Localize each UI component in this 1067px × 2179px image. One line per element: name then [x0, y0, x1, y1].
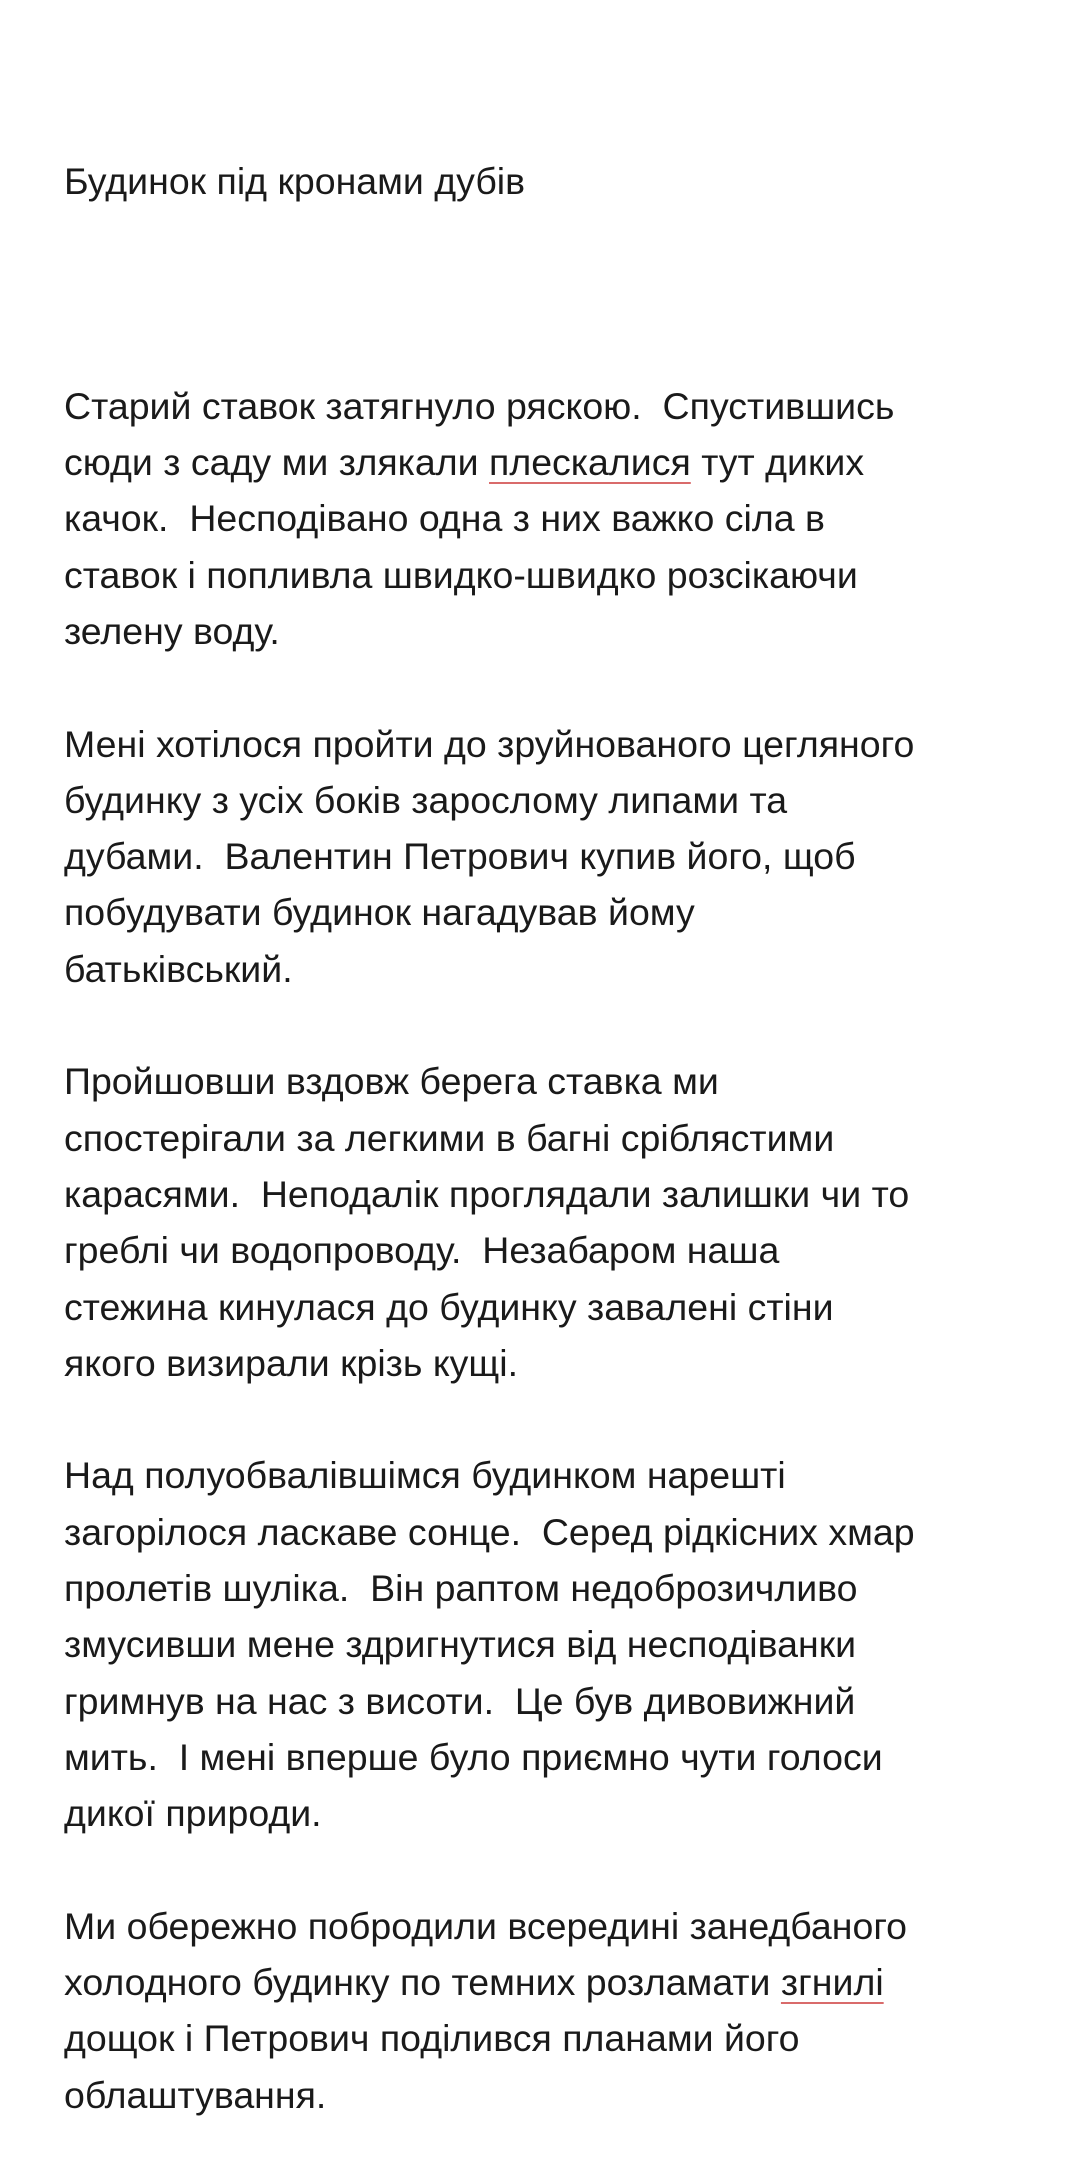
text-line [64, 441, 864, 483]
paragraph [64, 716, 1024, 997]
text-line [64, 2074, 326, 2116]
paragraph [64, 378, 1024, 659]
document-title: Будинок під кронами дубів [64, 159, 526, 202]
text-line [64, 1173, 909, 1215]
misspelled-word[interactable]: плескалися [489, 441, 691, 484]
text-segment: Ми обережно побродили всередині занедбаного [64, 1904, 908, 1947]
text-segment: греблі чи водопроводу. Незабаром наша [64, 1229, 780, 1272]
text-line [64, 1567, 858, 1609]
document [64, 40, 1024, 2179]
document-body [64, 378, 1024, 2123]
text-line [64, 1342, 518, 1384]
misspelled-word[interactable]: згнилі [780, 1961, 884, 2004]
text-segment: стежина кинулася до будинку завалені стіни [64, 1285, 834, 1328]
text-segment: змусивши мене здригнутися від несподіванки [64, 1623, 857, 1666]
text-line [64, 723, 914, 765]
text-segment: зелену воду. [64, 609, 280, 652]
text-segment: Мені хотілося пройти до зруйнованого цегляного [64, 722, 915, 765]
text-segment: побудувати будинок нагадував йому [64, 891, 695, 934]
text-line [64, 1961, 884, 2003]
text-segment: гримнув на нас з висоти. Це був дивовижний [64, 1679, 856, 1722]
text-segment: Пройшовши вздовж берега ставка ми [64, 1060, 719, 1103]
text-line [64, 497, 825, 539]
text-line [64, 1454, 786, 1496]
text-segment: Старий ставок затягнуло ряскою. Спустившись [64, 384, 895, 427]
text-segment: облаштування. [64, 2073, 327, 2116]
text-line [64, 1680, 855, 1722]
text-line [64, 610, 280, 652]
text-line [64, 2017, 800, 2059]
text-line [64, 1229, 779, 1271]
text-segment: загорілося ласкаве сонце. Серед рідкісних хмар [64, 1510, 915, 1553]
text-line [64, 1905, 907, 1947]
text-segment: сюди з саду ми злякали [64, 441, 490, 484]
text-segment: спостерігали за легкими в багні сріблястими [64, 1116, 835, 1159]
text-segment: будинку з усіх боків зарослому липами та [64, 778, 788, 821]
text-line [64, 1117, 834, 1159]
text-segment: холодного будинку по темних розламати [64, 1961, 781, 2004]
text-line [64, 835, 856, 877]
text-segment: тут диких [690, 441, 865, 484]
text-segment: Над полуобвалівшімся будинком нарешті [64, 1454, 786, 1497]
text-line [64, 1623, 856, 1665]
text-line [64, 385, 894, 427]
text-segment: мить. І мені вперше було приємно чути голоси [64, 1735, 883, 1778]
text-segment: батьківський. [64, 947, 293, 990]
text-line [64, 1511, 915, 1553]
text-segment: дощок і Петрович поділився планами його [64, 2017, 800, 2060]
text-line [64, 1286, 834, 1328]
text-segment: пролетів шуліка. Він раптом недоброзичливо [64, 1567, 858, 1610]
text-segment: якого визирали крізь кущі. [64, 1341, 519, 1384]
text-line [64, 948, 293, 990]
text-segment: дикої природи. [64, 1792, 322, 1835]
text-line [64, 554, 858, 596]
text-line [64, 1736, 883, 1778]
text-line [64, 779, 787, 821]
text-segment: дубами. Валентин Петрович купив його, щоб [64, 835, 856, 878]
text-segment: качок. Несподівано одна з них важко сіла в [64, 497, 825, 540]
text-line [64, 1792, 322, 1834]
text-line [64, 891, 695, 933]
paragraph [64, 1898, 1024, 2123]
paragraph [64, 1447, 1024, 1841]
text-segment: ставок і попливла швидко-швидко розсікаючи [64, 553, 858, 596]
paragraph [64, 1053, 1024, 1391]
text-segment: карасями. Неподалік проглядали залишки чи то [64, 1172, 910, 1215]
text-line [64, 1060, 719, 1102]
